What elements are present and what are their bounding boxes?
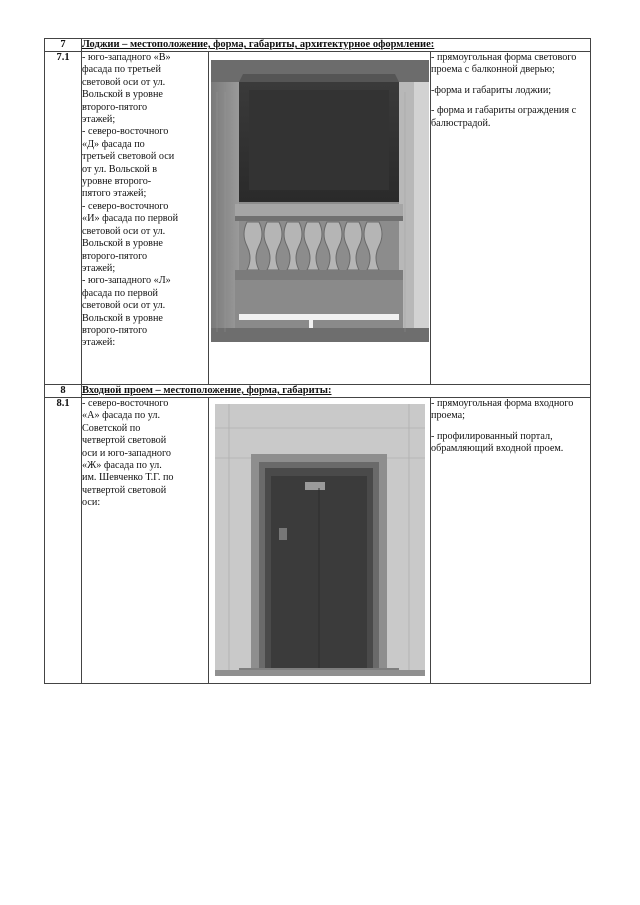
- location-line: этажей;: [82, 262, 116, 274]
- location-line: фасада по первой: [82, 287, 158, 299]
- location-line: им. Шевченко Т.Г. по: [82, 472, 174, 484]
- entrance-photo: [209, 398, 431, 684]
- location-line: световой оси от ул.: [82, 225, 166, 237]
- location-line: - юго-западного «В»: [82, 52, 171, 63]
- item-8-1-number: 8.1: [45, 398, 82, 684]
- item-8-1-subject: - профилированный портал, обрамляющий входной проем.: [431, 430, 564, 455]
- location-line: световой оси от ул.: [82, 76, 166, 88]
- item-7-1-subject: -форма и габариты лоджии;: [431, 84, 552, 96]
- item-8-1-subject: - прямоугольная форма входного проема;: [431, 398, 574, 422]
- location-line: Вольской в уровне: [82, 238, 163, 250]
- item-8-1-location-lines: [82, 398, 208, 510]
- location-line: от ул. Вольской в: [82, 163, 158, 175]
- item-8-1-subjects: [431, 398, 591, 684]
- location-line: световой оси от ул.: [82, 300, 166, 312]
- section-7-number: 7: [45, 39, 82, 52]
- loggia-photo-cell: [209, 52, 431, 385]
- item-7-1-number: 7.1: [45, 52, 82, 385]
- item-7-1-subjects: [431, 52, 591, 385]
- item-7-1-subject: - форма и габариты ограждения с балюстрадой.: [431, 105, 577, 129]
- item-7-1-row: [45, 52, 591, 385]
- location-line: - северо-восточного: [82, 126, 169, 138]
- location-line: оси:: [82, 497, 101, 509]
- item-7-1-location-lines: [82, 52, 208, 350]
- location-line: третьей световой оси: [82, 151, 175, 163]
- location-line: второго-пятого: [82, 324, 148, 336]
- item-7-1-subject: - прямоугольная форма светового проема с балконной дверью;: [431, 52, 577, 76]
- location-line: этажей;: [82, 114, 116, 126]
- section-8-number: 8: [45, 385, 82, 398]
- location-line: оси и юго-западного: [82, 447, 172, 459]
- item-8-1-row: [45, 398, 591, 684]
- location-line: второго-пятого: [82, 101, 148, 113]
- location-line: второго-пятого: [82, 250, 148, 262]
- loggia-photo: [209, 52, 431, 385]
- item-7-1-location: [82, 52, 209, 385]
- location-line: Вольской в уровне: [82, 312, 163, 324]
- location-line: - северо-восточного: [82, 200, 169, 212]
- location-line: Вольской в уровне: [82, 89, 163, 101]
- subject-protection-table: [44, 38, 591, 684]
- section-7-title: Лоджии – местоположение, форма, габариты, архитектурное оформление:: [82, 39, 591, 52]
- item-8-1-location: [82, 398, 209, 684]
- location-line: - северо-восточного: [82, 398, 169, 409]
- location-line: - юго-западного «Л»: [82, 275, 171, 287]
- location-line: «Д» фасада по: [82, 138, 145, 150]
- location-line: фасада по третьей: [82, 64, 161, 76]
- location-line: «И» фасада по первой: [82, 213, 179, 225]
- location-line: «Ж» фасада по ул.: [82, 460, 162, 472]
- section-8-header-row: [45, 385, 591, 398]
- location-line: четвертой световой: [82, 484, 167, 496]
- section-7-header-row: [45, 39, 591, 52]
- location-line: уровне второго-: [82, 176, 152, 188]
- location-line: четвертой световой: [82, 435, 167, 447]
- location-line: этажей:: [82, 337, 116, 349]
- location-line: «А» фасада по ул.: [82, 410, 161, 422]
- location-line: пятого этажей;: [82, 188, 147, 200]
- entrance-photo-cell: [209, 398, 431, 684]
- location-line: Советской по: [82, 422, 141, 434]
- section-8-title: Входной проем – местоположение, форма, габариты:: [82, 385, 591, 398]
